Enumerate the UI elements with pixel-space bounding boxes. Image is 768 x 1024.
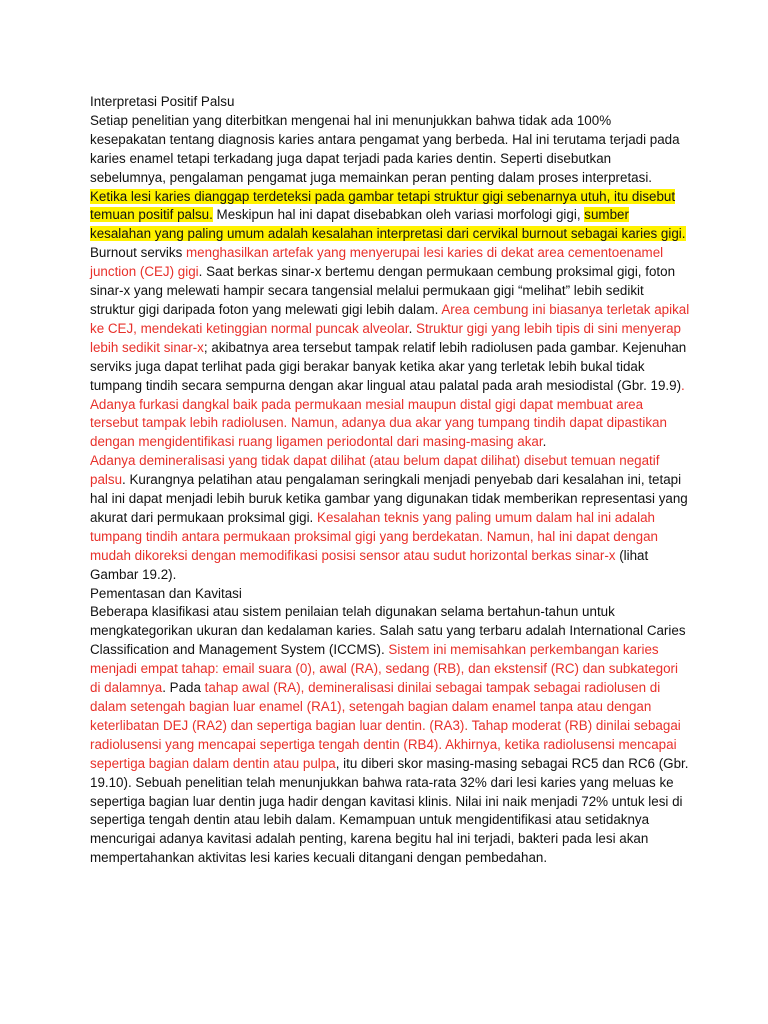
text-segment: (lihat Gambar 19.2). xyxy=(90,547,649,582)
paragraph-setiap-penelitian xyxy=(90,112,690,244)
paragraph-beberapa-klasifikasi xyxy=(90,603,690,868)
red-text-segment: tahap awal (RA), demineralisasi dinilai sebagai tampak sebagai radiolusen di dalam setengah bagian luar enamel (RA1), setengah bagian dalam enamel tanpa atau dengan keterlibatan DEJ (RA2) dan sepertiga bagian luar dentin. (RA3). Tahap moderat (RB) dinilai sebagai radiolusensi yang mencapai sepertiga tengah dentin (RB4). Akhirnya, ketika radiolusensi mencapai sepertiga bagian dalam dentin atau pulpa xyxy=(90,680,681,771)
text-segment: Beberapa klasifikasi atau sistem penilaian telah digunakan selama bertahun-tahun untuk mengkategorikan ukuran dan kedalaman karies. Salah satu yang terbaru adalah International Caries Classification and Management System (ICCMS). xyxy=(90,604,686,658)
document-body xyxy=(90,93,690,868)
text-segment: ; akibatnya area tersebut tampak relatif lebih radiolusen pada gambar. Kejenuhan serviks juga dapat terlihat pada gigi berakar banyak ketika akar yang terletak lebih bukal tidak tumpang tindih secara sempurna dengan akar lingual atau palatal pada arah mesiodistal (Gbr. 19.9) xyxy=(90,339,687,393)
paragraph-burnout-serviks xyxy=(90,244,690,452)
text-segment: Meskipun hal ini dapat disebabkan oleh variasi morfologi gigi, xyxy=(212,207,585,223)
text-segment: . Saat berkas sinar-x bertemu dengan permukaan cembung proksimal gigi, foton sinar-x yang melewati hampir secara tangensial melalui permukaan gigi “melihat” lebih sedikit struktur gigi daripada foton yang melewati gigi lebih dalam. xyxy=(90,264,676,317)
highlighted-text-segment: Ketika lesi karies dianggap terdeteksi pada gambar tetapi struktur gigi sebenarnya utuh, itu disebut temuan positif palsu. xyxy=(90,188,676,223)
red-text-segment: . Adanya furkasi dangkal baik pada permukaan mesial maupun distal gigi dapat membuat area tersebut tampak lebih radiolusen. Namun, adanya dua akar yang tumpang tindih dapat dipastikan dengan mengidentifikasi ruang ligamen periodontal dari masing-masing akar xyxy=(90,377,685,450)
red-text-segment: Kesalahan teknis yang paling umum dalam hal ini adalah tumpang tindih antara permukaan proksimal gigi yang berdekatan. Namun, hal ini dapat dengan mudah dikoreksi dengan memodifikasi posisi sensor atau sudut horizontal berkas sinar-x xyxy=(90,509,658,563)
red-text-segment: menghasilkan artefak yang menyerupai lesi karies di dekat area cementoenamel junction (CEJ) gigi xyxy=(90,245,664,280)
paragraph-demineralisasi xyxy=(90,452,690,584)
text-segment: . Pada xyxy=(162,680,205,696)
text-segment: Burnout serviks xyxy=(90,245,187,261)
red-text-segment: Sistem ini memisahkan perkembangan karies menjadi empat tahap: email suara (0), awal (RA), sedang (RB), dan ekstensif (RC) dan subkategori di dalamnya xyxy=(90,642,678,696)
red-text-segment: Adanya demineralisasi yang tidak dapat dilihat (atau belum dapat dilihat) disebut temuan negatif palsu xyxy=(90,453,660,488)
text-segment: . xyxy=(542,434,547,450)
text-segment: . xyxy=(408,320,417,336)
text-segment: , itu diberi skor masing-masing sebagai RC5 dan RC6 (Gbr. 19.10). Sebuah penelitian telah menunjukkan bahwa rata-rata 32% dari lesi karies yang meluas ke sepertiga bagian luar dentin juga hadir dengan kavitasi klinis. Nilai ini naik menjadi 72% untuk lesi di sepertiga tengah dentin atau lebih dalam. Kemampuan untuk mengidentifikasi atau setidaknya mencurigai adanya kavitasi adalah penting, karena begitu hal ini terjadi, bakteri pada lesi akan mempertahankan aktivitas lesi karies kecuali ditangani dengan pembedahan. xyxy=(90,755,689,866)
section-heading-interpretasi-positif-palsu: Interpretasi Positif Palsu xyxy=(90,94,235,109)
section-heading-pementasan-dan-kavitasi: Pementasan dan Kavitasi xyxy=(90,585,242,601)
text-segment: . Kurangnya pelatihan atau pengalaman seringkali menjadi penyebab dari kesalahan ini, tetapi hal ini dapat menjadi lebih buruk ketika gambar yang digunakan tidak memberikan representasi yang akurat dari permukaan proksimal gigi. xyxy=(90,472,688,525)
red-text-segment: Area cembung ini biasanya terletak apikal ke CEJ, mendekati ketinggian normal puncak alveolar xyxy=(90,301,690,336)
highlighted-text-segment: sumber kesalahan yang paling umum adalah kesalahan interpretasi dari cervikal burnout sebagai karies gigi. xyxy=(90,207,686,242)
red-text-segment: Struktur gigi yang lebih tipis di sini menyerap lebih sedikit sinar-x xyxy=(90,320,681,355)
text-segment: Setiap penelitian yang diterbitkan mengenai hal ini menunjukkan bahwa tidak ada 100% kesepakatan tentang diagnosis karies antara pengamat yang berbeda. Hal ini terutama terjadi pada karies enamel tetapi terkadang juga dapat terjadi pada karies dentin. Seperti disebutkan sebelumnya, pengalaman pengamat juga memainkan peran penting dalam proses interpretasi. xyxy=(90,112,680,185)
